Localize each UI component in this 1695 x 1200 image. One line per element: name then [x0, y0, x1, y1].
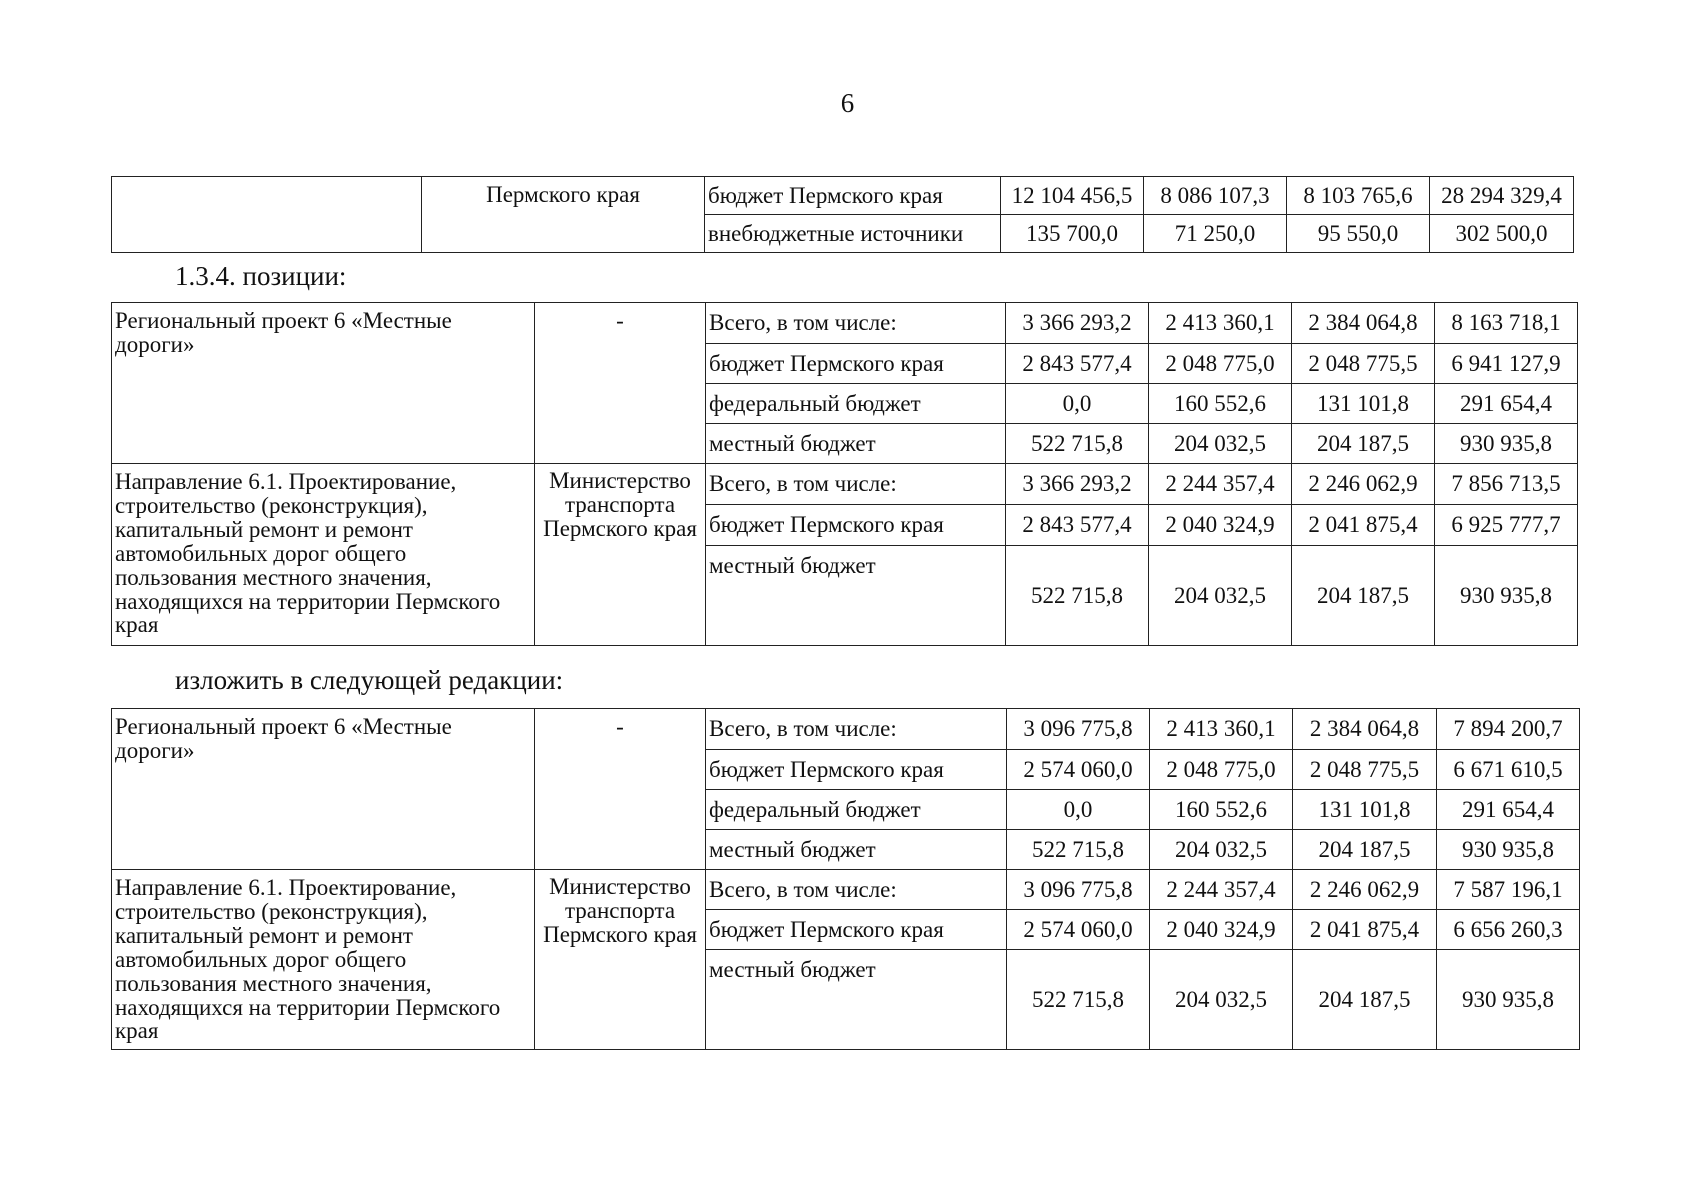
source-cell: внебюджетные источники — [705, 215, 1001, 253]
value-cell: 7 856 713,5 — [1435, 464, 1578, 505]
value-cell: 7 894 200,7 — [1437, 709, 1580, 750]
old-positions-table — [111, 302, 1578, 646]
source-cell: федеральный бюджет — [706, 790, 1007, 830]
value-cell: 2 048 775,0 — [1149, 344, 1292, 384]
dept-cell: Министерство транспорта Пермского края — [535, 870, 706, 1050]
value-cell: 2 413 360,1 — [1149, 303, 1292, 344]
section-heading-positions: 1.3.4. позиции: — [175, 261, 347, 291]
source-cell: Всего, в том числе: — [706, 709, 1007, 750]
value-cell: 160 552,6 — [1150, 790, 1293, 830]
dept-cell: Пермского края — [422, 177, 705, 253]
value-cell: 8 086 107,3 — [1144, 177, 1287, 215]
table-row — [112, 303, 1578, 344]
name-cell — [112, 177, 422, 253]
value-cell: 2 040 324,9 — [1149, 505, 1292, 546]
value-cell: 930 935,8 — [1435, 424, 1578, 464]
dept-cell: - — [535, 709, 706, 870]
source-cell: местный бюджет — [706, 950, 1007, 1050]
direction-name-cell: Направление 6.1. Проектирование, строительство (реконструкция), капитальный ремонт и ремонт автомобильных дорог общего пользования местного значения, находящихся на территории Пермского края — [112, 870, 535, 1050]
value-cell: 291 654,4 — [1437, 790, 1580, 830]
value-cell: 2 413 360,1 — [1150, 709, 1293, 750]
value-cell: 302 500,0 — [1430, 215, 1574, 253]
value-cell: 204 187,5 — [1292, 546, 1435, 646]
value-cell: 522 715,8 — [1007, 950, 1150, 1050]
value-cell: 12 104 456,5 — [1001, 177, 1144, 215]
value-cell: 8 103 765,6 — [1287, 177, 1430, 215]
value-cell: 3 366 293,2 — [1006, 464, 1149, 505]
source-cell: бюджет Пермского края — [705, 177, 1001, 215]
value-cell: 2 048 775,5 — [1293, 750, 1437, 790]
source-cell: бюджет Пермского края — [706, 750, 1007, 790]
source-cell: местный бюджет — [706, 546, 1006, 646]
value-cell: 6 925 777,7 — [1435, 505, 1578, 546]
value-cell: 522 715,8 — [1007, 830, 1150, 870]
project-name-cell: Региональный проект 6 «Местные дороги» — [112, 709, 535, 870]
continuation-table — [111, 176, 1574, 253]
value-cell: 930 935,8 — [1437, 950, 1580, 1050]
table-row — [112, 177, 1574, 215]
value-cell: 291 654,4 — [1435, 384, 1578, 424]
value-cell: 2 574 060,0 — [1007, 910, 1150, 950]
source-cell: местный бюджет — [706, 424, 1006, 464]
value-cell: 3 096 775,8 — [1007, 870, 1150, 910]
value-cell: 930 935,8 — [1435, 546, 1578, 646]
value-cell: 522 715,8 — [1006, 424, 1149, 464]
page-number: 6 — [840, 88, 855, 118]
project-name-cell: Региональный проект 6 «Местные дороги» — [112, 303, 535, 464]
value-cell: 2 048 775,5 — [1292, 344, 1435, 384]
value-cell: 2 384 064,8 — [1293, 709, 1437, 750]
dept-cell: Министерство транспорта Пермского края — [535, 464, 706, 646]
source-cell: бюджет Пермского края — [706, 505, 1006, 546]
value-cell: 6 941 127,9 — [1435, 344, 1578, 384]
value-cell: 204 032,5 — [1150, 950, 1293, 1050]
value-cell: 2 040 324,9 — [1150, 910, 1293, 950]
value-cell: 3 096 775,8 — [1007, 709, 1150, 750]
value-cell: 522 715,8 — [1006, 546, 1149, 646]
value-cell: 204 032,5 — [1149, 546, 1292, 646]
value-cell: 2 843 577,4 — [1006, 344, 1149, 384]
value-cell: 71 250,0 — [1144, 215, 1287, 253]
value-cell: 7 587 196,1 — [1437, 870, 1580, 910]
value-cell: 2 048 775,0 — [1150, 750, 1293, 790]
source-cell: Всего, в том числе: — [706, 303, 1006, 344]
value-cell: 2 574 060,0 — [1007, 750, 1150, 790]
value-cell: 204 187,5 — [1293, 950, 1437, 1050]
direction-name-cell: Направление 6.1. Проектирование, строительство (реконструкция), капитальный ремонт и ремонт автомобильных дорог общего пользования местного значения, находящихся на территории Пермского края — [112, 464, 535, 646]
value-cell: 3 366 293,2 — [1006, 303, 1149, 344]
source-cell: местный бюджет — [706, 830, 1007, 870]
value-cell: 2 246 062,9 — [1293, 870, 1437, 910]
value-cell: 95 550,0 — [1287, 215, 1430, 253]
table-row — [112, 870, 1580, 910]
value-cell: 0,0 — [1006, 384, 1149, 424]
value-cell: 135 700,0 — [1001, 215, 1144, 253]
value-cell: 2 246 062,9 — [1292, 464, 1435, 505]
value-cell: 2 843 577,4 — [1006, 505, 1149, 546]
value-cell: 2 244 357,4 — [1149, 464, 1292, 505]
source-cell: федеральный бюджет — [706, 384, 1006, 424]
source-cell: Всего, в том числе: — [706, 464, 1006, 505]
value-cell: 6 671 610,5 — [1437, 750, 1580, 790]
value-cell: 2 384 064,8 — [1292, 303, 1435, 344]
source-cell: Всего, в том числе: — [706, 870, 1007, 910]
value-cell: 8 163 718,1 — [1435, 303, 1578, 344]
value-cell: 2 041 875,4 — [1293, 910, 1437, 950]
value-cell: 204 032,5 — [1150, 830, 1293, 870]
value-cell: 131 101,8 — [1292, 384, 1435, 424]
value-cell: 131 101,8 — [1293, 790, 1437, 830]
value-cell: 204 032,5 — [1149, 424, 1292, 464]
value-cell: 6 656 260,3 — [1437, 910, 1580, 950]
value-cell: 2 244 357,4 — [1150, 870, 1293, 910]
value-cell: 160 552,6 — [1149, 384, 1292, 424]
table-row — [112, 709, 1580, 750]
value-cell: 28 294 329,4 — [1430, 177, 1574, 215]
value-cell: 204 187,5 — [1293, 830, 1437, 870]
value-cell: 930 935,8 — [1437, 830, 1580, 870]
value-cell: 0,0 — [1007, 790, 1150, 830]
source-cell: бюджет Пермского края — [706, 910, 1007, 950]
section-heading-new-edition: изложить в следующей редакции: — [175, 665, 564, 695]
table-row — [112, 464, 1578, 505]
value-cell: 204 187,5 — [1292, 424, 1435, 464]
dept-cell: - — [535, 303, 706, 464]
value-cell: 2 041 875,4 — [1292, 505, 1435, 546]
new-positions-table — [111, 708, 1580, 1050]
source-cell: бюджет Пермского края — [706, 344, 1006, 384]
